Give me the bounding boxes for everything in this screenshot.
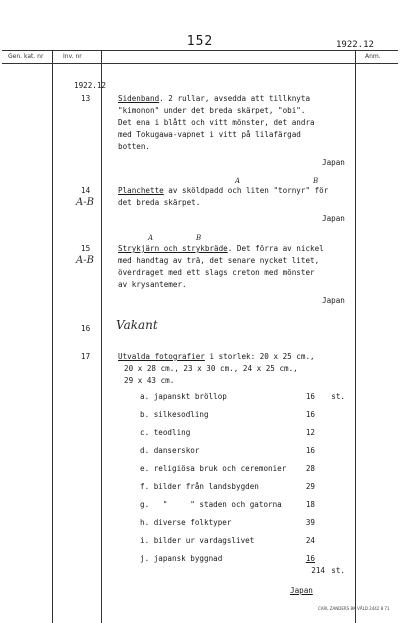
entry-line: Strykjärn och strykbräde. Det förra av nickel (118, 244, 324, 253)
entry-title: Utvalda fotografier (118, 352, 205, 361)
list-item (140, 554, 345, 566)
total-unit: st. (331, 566, 345, 575)
entry-number: 16 (81, 324, 91, 333)
item-count: 16 (305, 392, 315, 401)
list-item (140, 482, 345, 494)
total-row (140, 566, 345, 578)
entry-origin: Japan (290, 586, 313, 595)
handwritten-mark-b: B (196, 234, 202, 242)
entry-title: Sidenband (118, 94, 160, 103)
list-item (140, 392, 345, 404)
item-label: g. " " staden och gatorna (140, 500, 282, 509)
item-unit: st. (331, 392, 345, 401)
column-header-anm: Anm. (365, 53, 381, 60)
entry-number: 13 (81, 94, 91, 103)
column-divider-2 (101, 50, 102, 623)
entry-line: Sidenband. 2 rullar, avsedda att tillknyta (118, 94, 311, 103)
item-count: 24 (305, 536, 315, 545)
item-label: h. diverse folktyper (140, 518, 232, 527)
list-item (140, 518, 345, 530)
item-count: 39 (305, 518, 315, 527)
entry-line: Planchette av sköldpadd och liten "tornyr" för (118, 186, 329, 195)
entry-line: Det ena i blått och vitt mönster, det andra (118, 118, 315, 127)
item-count: 18 (305, 500, 315, 509)
entry-line: med handtag av trä, det senare nycket litet, (118, 256, 320, 265)
item-count: 16 (305, 446, 315, 455)
entry-line: Utvalda fotografier i storlek: 20 x 25 cm., (118, 352, 315, 361)
printer-imprint: CARL ZANDERS BK VÅLD 2442 8 71 (318, 606, 390, 611)
column-header-gen-kat-nr: Gen. kat. nr (8, 53, 44, 60)
header-top-rule (2, 50, 398, 51)
item-count: 28 (305, 464, 315, 473)
handwritten-mark-b: B (313, 177, 319, 185)
list-item (140, 446, 345, 458)
item-label: d. danserskor (140, 446, 200, 455)
column-divider-3 (355, 50, 356, 623)
list-item (140, 536, 345, 548)
entry-title: Planchette (118, 186, 164, 195)
entry-line: botten. (118, 142, 151, 151)
header-bottom-rule (2, 63, 398, 64)
entry-line: överdraget med ett slags creton med mönster (118, 268, 315, 277)
entry-line: 29 x 43 cm. (124, 376, 175, 385)
item-label: c. teodling (140, 428, 191, 437)
handwritten-note: A-B (76, 197, 94, 208)
item-label: b. silkesodling (140, 410, 209, 419)
list-item (140, 464, 345, 476)
entry-number: 17 (81, 352, 91, 361)
item-label: f. bilder från landsbygden (140, 482, 259, 491)
entry-line: 20 x 28 cm., 23 x 30 cm., 24 x 25 cm., (124, 364, 298, 373)
entry-year: 1922.12 (74, 81, 107, 90)
handwritten-mark-a: A (235, 177, 241, 185)
entry-number: 15 (81, 244, 91, 253)
entry-line: av krysantemer. (118, 280, 187, 289)
column-header-inv-nr: Inv. nr (63, 53, 82, 60)
entry-origin: Japan (322, 296, 345, 305)
item-label: a. japanskt bröllop (140, 392, 227, 401)
entry-number: 14 (81, 186, 91, 195)
handwritten-vakant: Vakant (116, 318, 158, 332)
entry-origin: Japan (322, 214, 345, 223)
item-label: j. japansk byggnad (140, 554, 223, 563)
entry-line: "kimonon" under det breda skärpet, "obi". (118, 106, 306, 115)
list-item (140, 410, 345, 422)
item-label: e. religiösa bruk och ceremonier (140, 464, 287, 473)
entry-title: Strykjärn och strykbräde (118, 244, 228, 253)
item-count: 29 (305, 482, 315, 491)
entry-line: med Tokugawa-vapnet i vitt på lilafärgad (118, 130, 301, 139)
item-count: 12 (305, 428, 315, 437)
date-header: 1922.12 (336, 40, 374, 50)
item-count: 16 (305, 554, 315, 563)
list-item (140, 428, 345, 440)
total-count: 214 (311, 566, 325, 575)
page-number: 152 (186, 34, 214, 49)
handwritten-note: A-B (76, 255, 94, 266)
item-label: i. bilder ur vardagslivet (140, 536, 255, 545)
item-count: 16 (305, 410, 315, 419)
handwritten-mark-a: A (148, 234, 154, 242)
entry-origin: Japan (322, 158, 345, 167)
entry-line: det breda skärpet. (118, 198, 201, 207)
column-divider-1 (52, 50, 53, 623)
list-item (140, 500, 345, 512)
